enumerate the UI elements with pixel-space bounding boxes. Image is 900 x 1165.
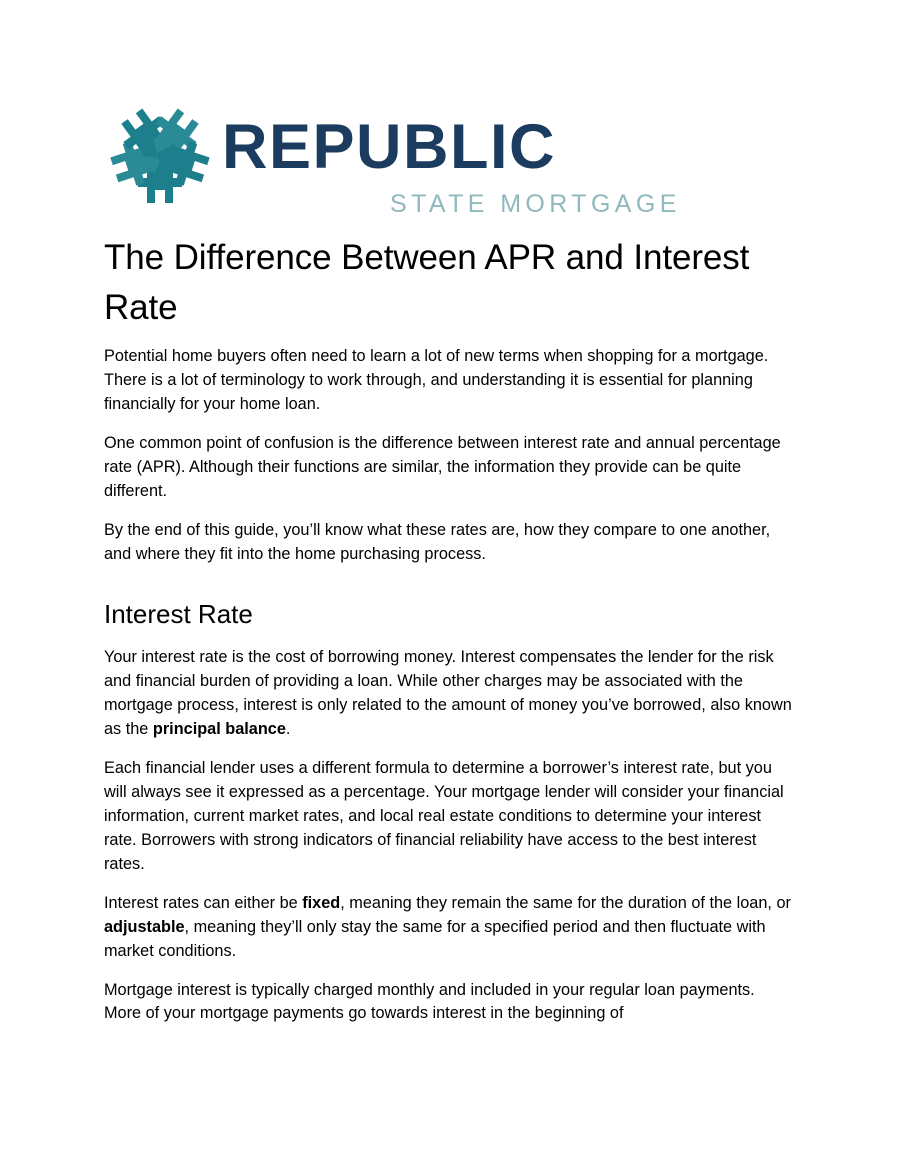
logo-wordmark: REPUBLIC (222, 112, 557, 182)
paragraph-text-run: Interest rates can either be (104, 893, 303, 912)
paragraph: Potential home buyers often need to learn a lot of new terms when shopping for a mortgage. There is a lot of terminology to work through, and understanding it is essential for planning financially for your home loan. (104, 347, 769, 414)
paragraph-text-run: Your interest rate is the cost of borrowing money. Interest compensates the lender for the risk and financial burden of providing a loan. While other charges may be associated with the mortgage process, interest is only related to the amount of money you’ve borrowed, also known as the (104, 648, 792, 738)
company-logo (104, 95, 794, 227)
paragraph: By the end of this guide, you’ll know what these rates are, how they compare to one another, and where they fit into the home purchasing process. (104, 521, 771, 564)
paragraph (104, 892, 794, 964)
logo-subwordmark: STATE MORTGAGE (390, 190, 681, 218)
document-content (104, 95, 794, 1026)
paragraph-text-run: . (285, 719, 291, 738)
paragraph: One common point of confusion is the difference between interest rate and annual percentage rate (APR). Although their functions are similar, the information they provide can be quite different. (104, 434, 781, 501)
paragraph (104, 646, 794, 742)
paragraph-truncated: Mortgage interest is typically charged monthly and included in your regular loan payments. More of your mortgage payments go towards interest in the beginning of (104, 980, 755, 1023)
page-title: The Difference Between APR and Interest Rate (104, 238, 750, 327)
paragraph-text-run: , meaning they remain the same for the duration of the loan, or (340, 893, 791, 912)
section-heading-interest-rate: Interest Rate (104, 599, 253, 629)
emphasis-adjustable: adjustable (104, 917, 185, 936)
paragraph: Each financial lender uses a different formula to determine a borrower’s interest rate, but you will always see it expressed as a percentage. Your mortgage lender will consider your financial information, current market rates, and local real estate conditions to determine your interest rate. Borrowers with strong indicators of financial reliability have access to the best interest rates. (104, 758, 784, 873)
house-pinwheel-icon (104, 99, 216, 211)
paragraph-text-run: , meaning they’ll only stay the same for a specified period and then fluctuate with market conditions. (104, 917, 766, 960)
emphasis-principal-balance: principal balance (152, 719, 286, 738)
emphasis-fixed: fixed (302, 893, 341, 912)
